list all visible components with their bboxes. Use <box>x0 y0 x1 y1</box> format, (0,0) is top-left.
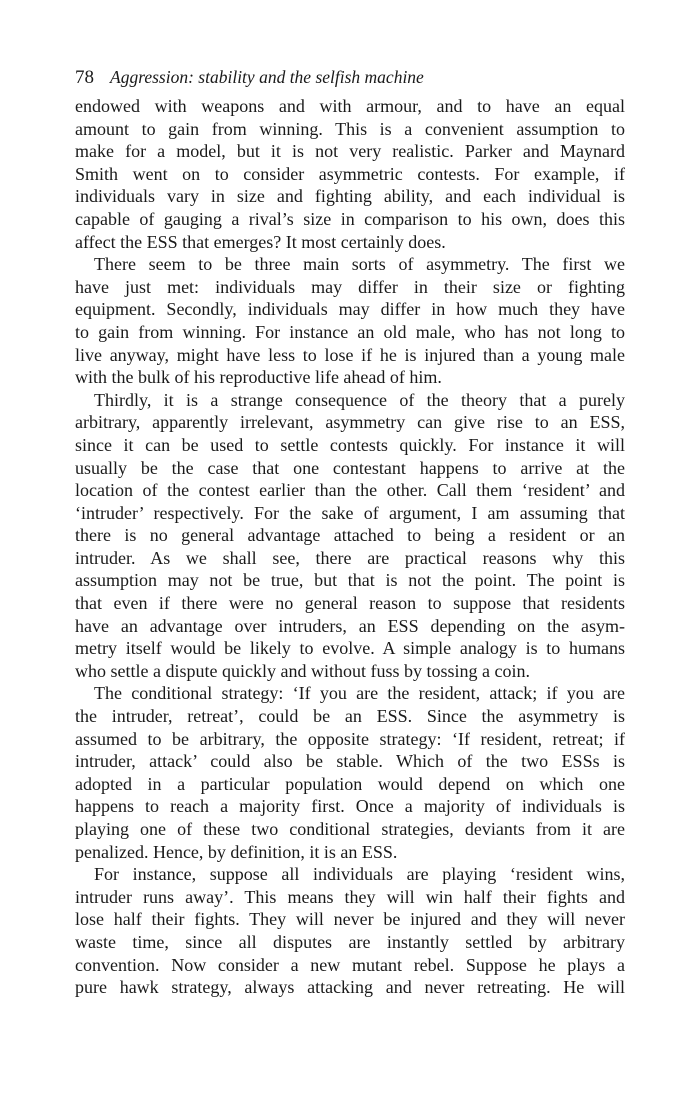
text-line: make for a model, but it is not very realistic. Parker and Maynard <box>75 141 625 162</box>
text-line: affect the ESS that emerges? It most certainly does. <box>75 231 446 252</box>
text-line: there is no general advantage attached to being a resident or an <box>75 525 625 546</box>
text-line: There seem to be three main sorts of asymmetry. The first we <box>94 254 625 275</box>
text-line: happens to reach a majority first. Once a majority of individuals is <box>75 796 625 817</box>
text-line: arbitrary, apparently irrelevant, asymmetry can give rise to an ESS, <box>75 412 625 433</box>
text-line: individuals vary in size and fighting ability, and each individual is <box>75 186 625 207</box>
text-line: amount to gain from winning. This is a convenient assumption to <box>75 118 625 139</box>
text-line: live anyway, might have less to lose if he is injured than a young male <box>75 344 625 365</box>
text-line: location of the contest earlier than the other. Call them ‘resident’ and <box>75 480 625 501</box>
text-line: with the bulk of his reproductive life ahead of him. <box>75 367 442 388</box>
text-line: that even if there were no general reason to suppose that residents <box>75 593 625 614</box>
paragraph <box>75 682 625 863</box>
paragraph <box>75 95 625 253</box>
text-line: Smith went on to consider asymmetric contests. For example, if <box>75 163 625 184</box>
text-line: For instance, suppose all individuals are playing ‘resident wins, <box>94 864 625 885</box>
text-line: penalized. Hence, by definition, it is an ESS. <box>75 841 398 862</box>
text-line: pure hawk strategy, always attacking and never retreating. He will <box>75 977 625 998</box>
text-line: the intruder, retreat’, could be an ESS. Since the asymmetry is <box>75 706 625 727</box>
text-line: convention. Now consider a new mutant rebel. Suppose he plays a <box>75 954 625 975</box>
text-line: to gain from winning. For instance an old male, who has not long to <box>75 321 625 342</box>
text-line: have just met: individuals may differ in their size or fighting <box>75 276 625 297</box>
text-line: assumed to be arbitrary, the opposite strategy: ‘If resident, retreat; if <box>75 728 625 749</box>
book-page <box>75 66 625 999</box>
text-line: intruder. As we shall see, there are practical reasons why this <box>75 547 625 568</box>
running-head <box>75 66 625 89</box>
paragraph <box>75 253 625 389</box>
text-line: lose half their fights. They will never be injured and they will never <box>75 909 625 930</box>
text-line: have an advantage over intruders, an ESS depending on the asym- <box>75 615 625 636</box>
text-line: endowed with weapons and with armour, and to have an equal <box>75 96 625 116</box>
text-line: The conditional strategy: ‘If you are the resident, attack; if you are <box>94 683 625 704</box>
paragraph <box>75 863 625 999</box>
text-line: who settle a dispute quickly and without fuss by tossing a coin. <box>75 660 530 681</box>
text-line: capable of gauging a rival’s size in comparison to his own, does this <box>75 208 625 229</box>
text-line: metry itself would be likely to evolve. A simple analogy is to humans <box>75 638 625 659</box>
running-title: Aggression: stability and the selfish machine <box>110 67 424 87</box>
text-line: Thirdly, it is a strange consequence of the theory that a purely <box>94 389 625 410</box>
text-line: ‘intruder’ respectively. For the sake of argument, I am assuming that <box>75 502 625 523</box>
text-line: adopted in a particular population would depend on which one <box>75 773 625 794</box>
text-line: usually be the case that one contestant happens to arrive at the <box>75 457 625 478</box>
page-number: 78 <box>75 67 94 88</box>
text-line: intruder, attack’ could also be stable. Which of the two ESSs is <box>75 751 625 772</box>
text-line: since it can be used to settle contests quickly. For instance it will <box>75 434 625 455</box>
body-text <box>75 95 625 999</box>
paragraph <box>75 389 625 683</box>
text-line: playing one of these two conditional strategies, deviants from it are <box>75 819 625 839</box>
text-line: intruder runs away’. This means they will win half their fights and <box>75 886 625 907</box>
text-line: equipment. Secondly, individuals may differ in how much they have <box>75 299 625 320</box>
text-line: assumption may not be true, but that is not the point. The point is <box>75 570 625 591</box>
text-line: waste time, since all disputes are instantly settled by arbitrary <box>75 931 625 952</box>
